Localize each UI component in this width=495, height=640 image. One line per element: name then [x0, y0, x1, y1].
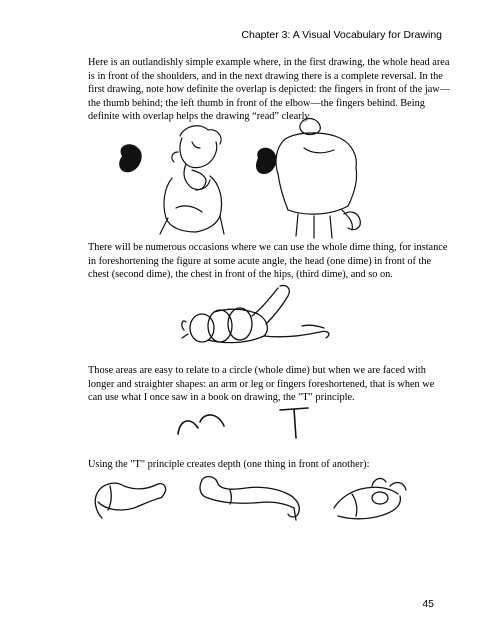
t-symbol-icon — [280, 408, 308, 438]
old-man-chin-sketch — [160, 126, 224, 234]
page-number: 45 — [422, 598, 434, 610]
arc-symbol-icon — [178, 421, 198, 434]
t-principle-symbols — [168, 404, 328, 444]
t-principle-arm-sketches — [90, 468, 420, 528]
paragraph-depth: Using the "T" principle creates depth (one thing in front of another): — [88, 459, 370, 470]
paragraph-dime: There will be numerous occasions where we can use the whole dime thing, for instance in foreshortening the figure at some acute angle, the head (one dime) in front of the chest (second dime), the chest in front of the hips, (third dime), and so on. — [88, 242, 448, 281]
arm-sketch-2 — [200, 477, 299, 520]
dime-blot-icon — [119, 144, 142, 172]
hand-sketch-3 — [334, 479, 406, 519]
old-man-back-sketch — [276, 119, 360, 238]
arc-symbol-icon — [200, 415, 224, 426]
dime-blot-icon — [256, 148, 276, 174]
foreshortened-figure — [178, 282, 338, 352]
page-header: Chapter 3: A Visual Vocabulary for Drawing — [241, 29, 442, 41]
paragraph-overlap: Here is an outlandishly simple example where, in the first drawing, the whole head area is in front of the shoulders, and in the next drawing there is a complete reversal. In the first drawing, note how definite the overlap is depicted: the fingers in front of the jaw—the thumb behind; the left thumb in front of the elbow—the fingers behind. Being definite with overlap helps the drawing “read” clearly. — [88, 57, 451, 123]
paragraph-t-principle: Those areas are easy to relate to a circle (whole dime) but when we are faced with longer and straighter shapes: an arm or leg or fingers foreshortened, that is when we can use what I once saw in a book on drawing, the "T" principle. — [88, 365, 435, 404]
overlap-sketches-figure — [108, 118, 388, 240]
arm-sketch-1 — [95, 483, 165, 518]
